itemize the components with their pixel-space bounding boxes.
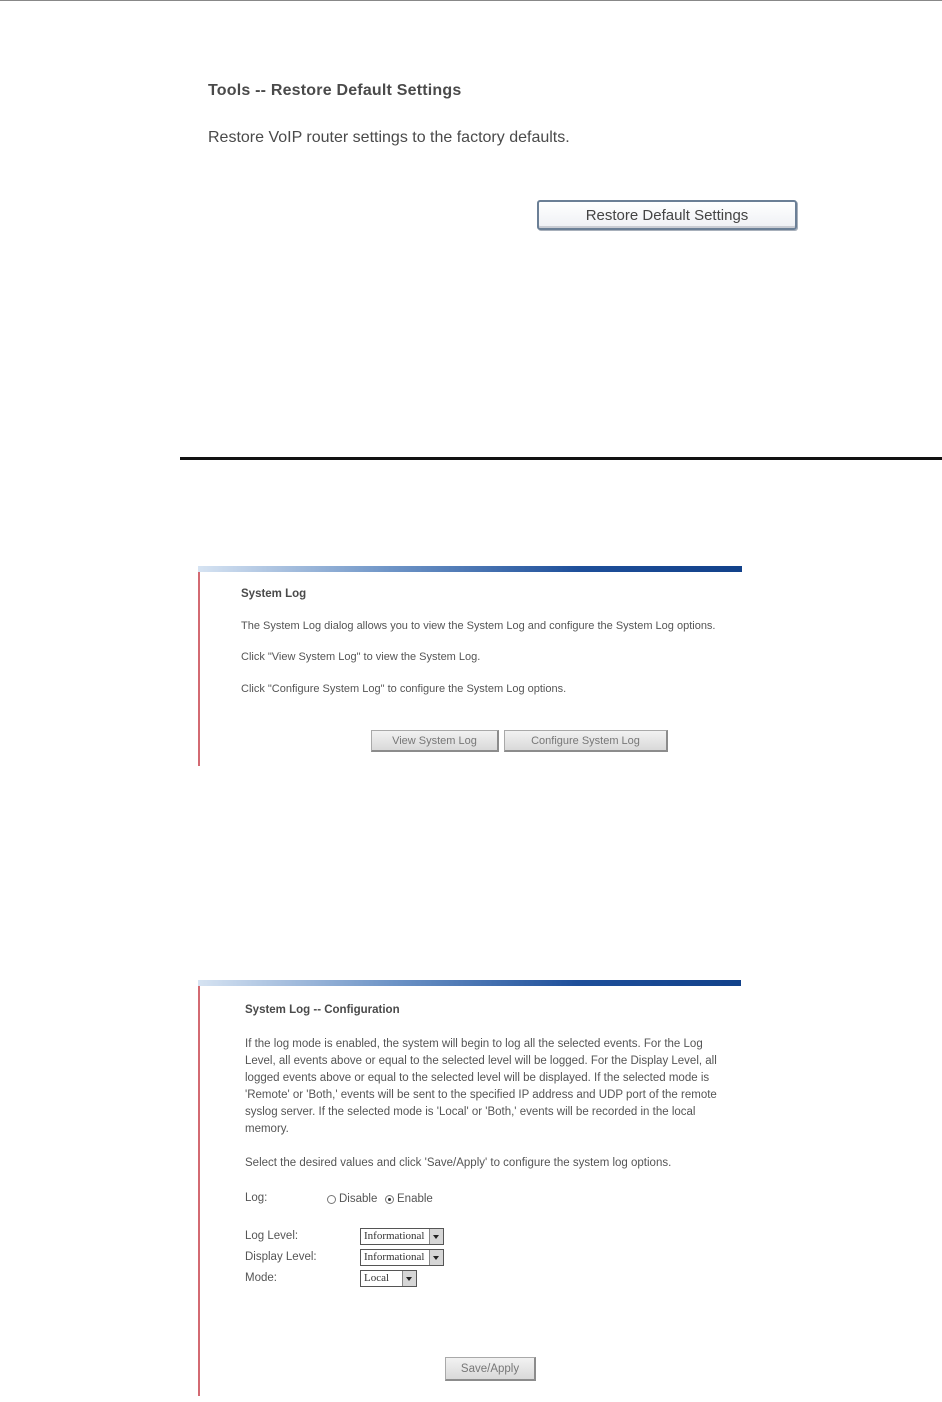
system-log-title: System Log: [241, 588, 307, 600]
display-level-label: Display Level:: [245, 1251, 317, 1263]
chevron-down-icon: [429, 1250, 443, 1265]
chevron-down-icon: [429, 1229, 443, 1244]
panel-left-border: [198, 572, 200, 766]
panel-header-bar: [198, 566, 742, 572]
mode-value: Local: [364, 1272, 390, 1284]
system-log-line-1: The System Log dialog allows you to view the System Log and configure the System Log options.: [241, 620, 716, 632]
system-log-line-3: Click "Configure System Log" to configure the System Log options.: [241, 683, 567, 695]
save-apply-button[interactable]: Save/Apply: [445, 1357, 536, 1381]
restore-description: Restore VoIP router settings to the factory defaults.: [208, 129, 570, 146]
log-enable-radio[interactable]: [385, 1195, 394, 1204]
display-level-value: Informational: [364, 1251, 425, 1263]
log-config-description: If the log mode is enabled, the system will begin to log all the selected events. For the Log Level, all events above or equal to the selected level will be logged. For the Display Level, all logged events above or equal to the selected level will be displayed. If the selected mode is 'Remote' or 'Both,' events will be sent to the specified IP address and UDP port of the remote syslog server. If the selected mode is 'Local' or 'Both,' events will be recorded in the local memory.: [245, 1038, 717, 1135]
log-level-select[interactable]: [360, 1228, 444, 1245]
mode-select[interactable]: [360, 1270, 417, 1287]
log-level-label: Log Level:: [245, 1230, 299, 1242]
log-config-instruction: Select the desired values and click 'Save/Apply' to configure the system log options.: [245, 1157, 672, 1169]
top-rule: [0, 0, 942, 1]
display-level-select[interactable]: [360, 1249, 444, 1266]
mode-label: Mode:: [245, 1272, 277, 1284]
restore-page-title: Tools -- Restore Default Settings: [208, 82, 462, 99]
configure-system-log-button[interactable]: Configure System Log: [504, 730, 668, 752]
panel-left-border: [198, 986, 200, 1396]
system-log-line-2: Click "View System Log" to view the System Log.: [241, 651, 481, 663]
panel-header-bar: [198, 980, 741, 986]
system-log-config-panel: [198, 980, 741, 1396]
log-disable-radio[interactable]: [327, 1195, 336, 1204]
view-system-log-button[interactable]: View System Log: [371, 730, 499, 752]
log-level-value: Informational: [364, 1230, 425, 1242]
chevron-down-icon: [402, 1271, 416, 1286]
system-log-panel: [198, 566, 742, 766]
log-enable-label: Enable: [397, 1193, 433, 1205]
restore-default-settings-button[interactable]: Restore Default Settings: [537, 200, 797, 230]
log-disable-label: Disable: [339, 1193, 378, 1205]
section-divider: [180, 457, 942, 460]
log-label: Log:: [245, 1192, 268, 1204]
log-config-title: System Log -- Configuration: [245, 1004, 400, 1016]
